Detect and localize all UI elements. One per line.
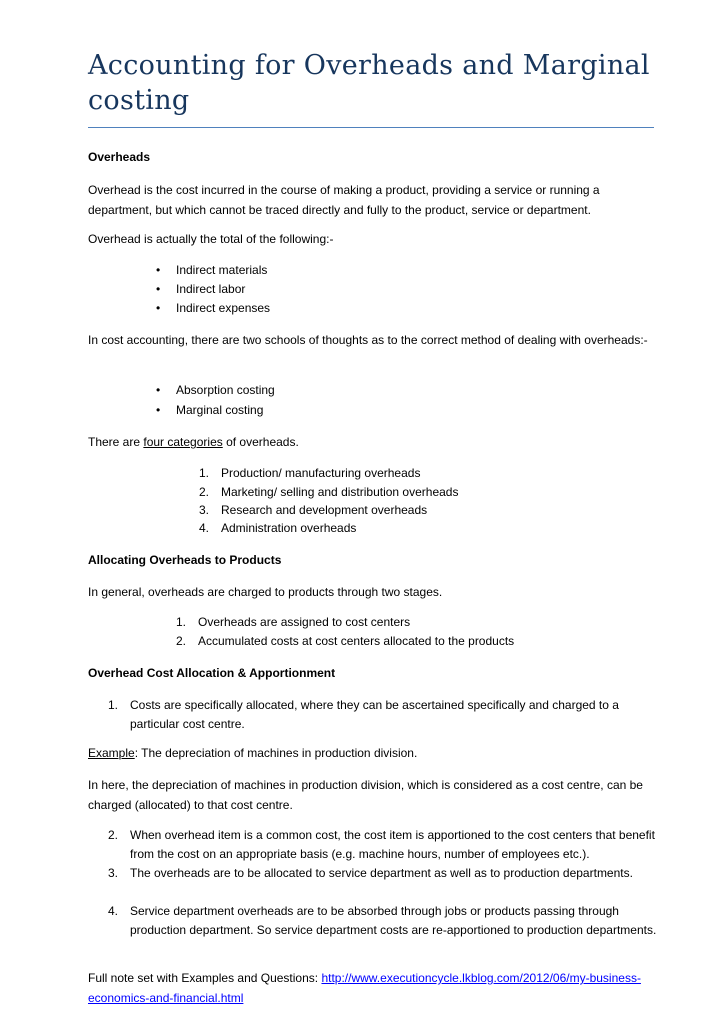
- bullet-icon: •: [156, 403, 161, 417]
- section-heading-allocating: Allocating Overheads to Products: [88, 553, 282, 567]
- categories-suffix: of overheads.: [222, 435, 299, 449]
- list-item-label: Indirect expenses: [176, 301, 271, 315]
- list-number: 4.: [199, 521, 210, 535]
- bullet-icon: •: [156, 282, 161, 296]
- list-item-label: Indirect materials: [176, 263, 268, 277]
- list-number: 1.: [108, 698, 119, 712]
- paragraph-overhead-definition: Overhead is the cost incurred in the course of making a product, providing a service or running a department, but which cannot be traced directly and fully to the product, service or department.: [88, 183, 600, 217]
- list-item-label: Service department overheads are to be absorbed through jobs or products passing through production department. So service department costs are re-apportioned to production departments.: [130, 904, 657, 937]
- list-item-label: When overhead item is a common cost, the cost item is apportioned to the cost centers that benefit from the cost on an appropriate basis (e.g. machine hours, number of employees etc.).: [130, 828, 655, 861]
- categories-prefix: There are: [88, 435, 144, 449]
- footer-link[interactable]: http://www.executioncycle.lkblog.com/2012/06/my-business-economics-and-financial.html: [88, 971, 641, 1005]
- list-number: 1.: [176, 615, 187, 629]
- footer-text: Full note set with Examples and Questions:: [88, 971, 322, 985]
- example-label: Example: [88, 746, 135, 760]
- list-item-label: Marketing/ selling and distribution overheads: [221, 485, 459, 499]
- list-item-label: Overheads are assigned to cost centers: [198, 615, 411, 629]
- paragraph-categories: [88, 432, 654, 452]
- list-item-label: Indirect labor: [176, 282, 246, 296]
- list-number: 4.: [108, 904, 119, 918]
- list-number: 2.: [199, 485, 210, 499]
- paragraph-two-stages: In general, overheads are charged to products through two stages.: [88, 585, 443, 599]
- paragraph-example: [88, 743, 654, 763]
- bullet-icon: •: [156, 263, 161, 277]
- list-item-label: Accumulated costs at cost centers allocated to the products: [198, 634, 515, 648]
- list-number: 1.: [199, 466, 210, 480]
- document-title: Accounting for Overheads and Marginal costing: [88, 50, 650, 116]
- list-item-label: Costs are specifically allocated, where they can be ascertained specifically and charged to a particular cost centre.: [130, 698, 619, 731]
- list-number: 2.: [176, 634, 187, 648]
- section-heading-apportionment: Overhead Cost Allocation & Apportionment: [88, 666, 336, 680]
- paragraph-overhead-total: Overhead is actually the total of the following:-: [88, 232, 334, 246]
- paragraph-in-here: In here, the depreciation of machines in production division, which is considered as a cost centre, can be charged (allocated) to that cost centre.: [88, 778, 643, 812]
- bullet-icon: •: [156, 383, 161, 397]
- list-item-label: Absorption costing: [176, 383, 275, 397]
- example-text: : The depreciation of machines in production division.: [134, 746, 418, 760]
- list-item-label: Production/ manufacturing overheads: [221, 466, 421, 480]
- list-item-label: Research and development overheads: [221, 503, 428, 517]
- list-number: 3.: [108, 866, 119, 880]
- list-number: 3.: [199, 503, 210, 517]
- section-heading-overheads: Overheads: [88, 150, 151, 164]
- paragraph-schools-of-thought: In cost accounting, there are two schools of thoughts as to the correct method of dealing with overheads:-: [88, 333, 648, 347]
- list-number: 2.: [108, 828, 119, 842]
- bullet-icon: •: [156, 301, 161, 315]
- list-item-label: Marginal costing: [176, 403, 264, 417]
- list-item-label: Administration overheads: [221, 521, 357, 535]
- four-categories-underlined: four categories: [143, 435, 223, 449]
- footer-note: [88, 968, 648, 1008]
- title-underline: [88, 127, 654, 128]
- list-item-label: The overheads are to be allocated to service department as well as to production departments.: [130, 866, 633, 880]
